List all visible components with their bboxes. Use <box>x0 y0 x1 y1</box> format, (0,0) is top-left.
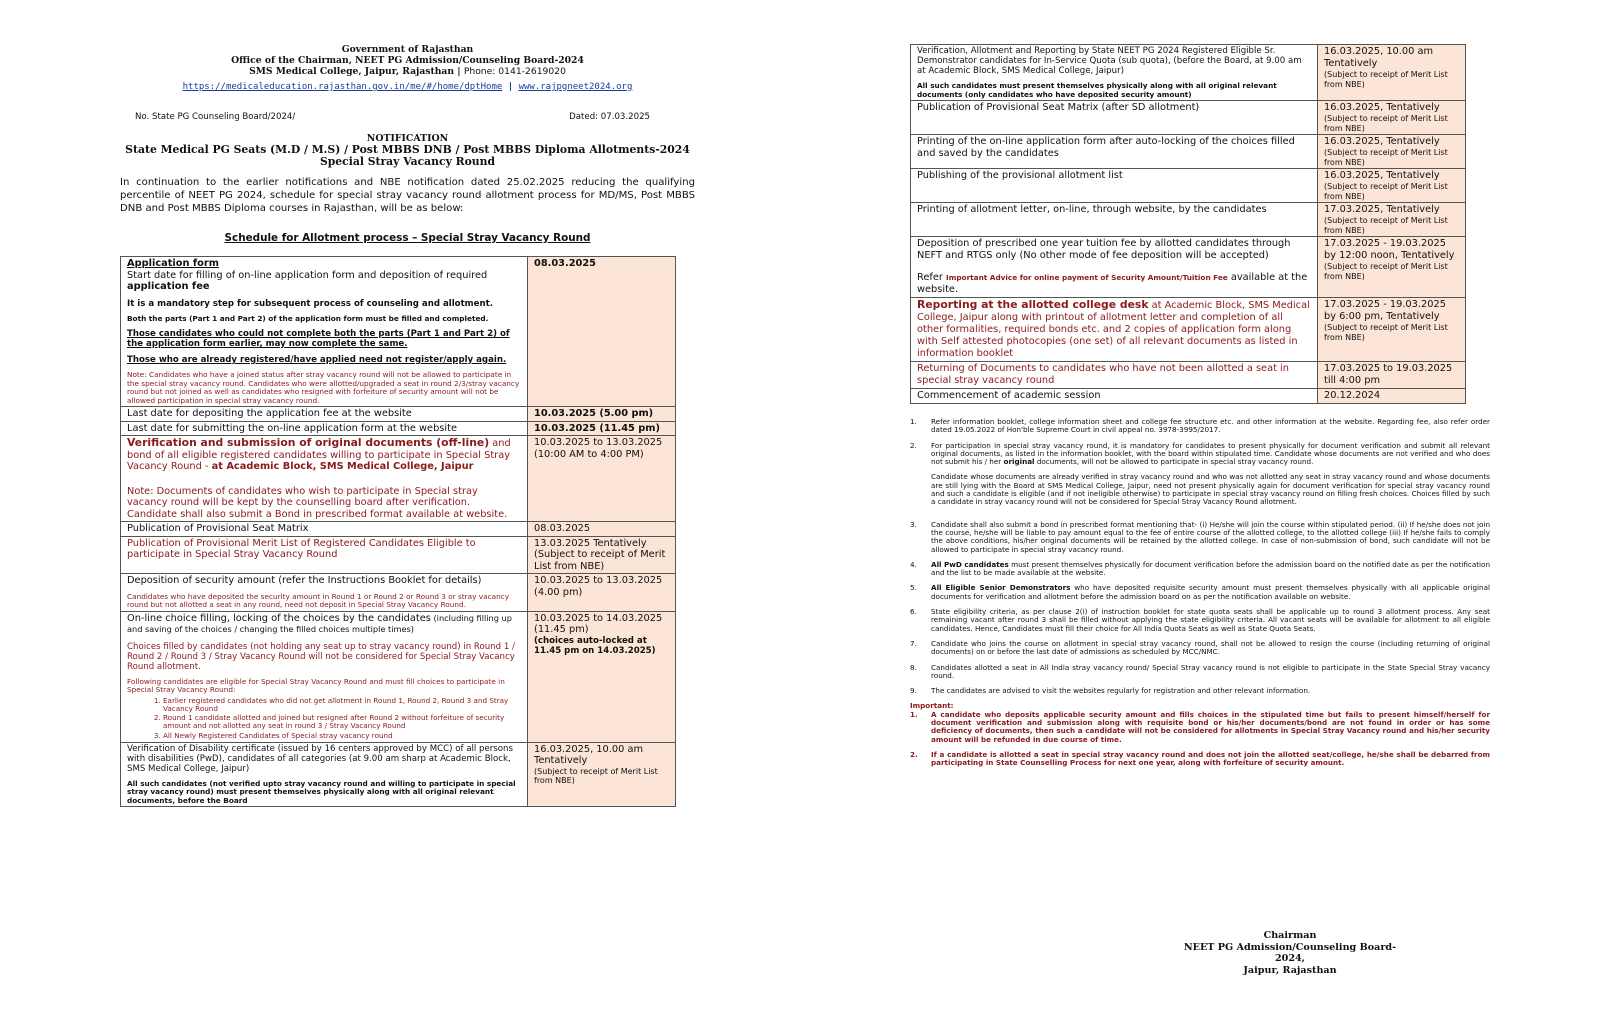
list-item: 8. Candidates allotted a seat in All India stray vacancy round/ Special Stray vacancy round is not eligible to participate in the State Special Stray vacancy round. <box>910 662 1490 680</box>
date-cell: 08.03.2025 <box>528 257 676 407</box>
link-medical-education[interactable]: https://medicaleducation.rajasthan.gov.in/me/#/home/dptHome <box>182 82 503 92</box>
reference-number: No. State PG Counseling Board/2024/ <box>135 112 296 122</box>
schedule-table-right <box>910 44 1466 404</box>
table-row: Publication of Provisional Merit List of Registered Candidates Eligible to participate in Special Stray Vacancy Round 13.03.2025 Tentatively (Subject to receipt of Merit List from NBE) <box>121 536 676 574</box>
schedule-table-left <box>120 256 676 807</box>
date-cell: 16.03.2025, Tentatively (Subject to receipt of Merit List from NBE) <box>1318 101 1466 135</box>
eligible-candidates-list <box>127 697 521 740</box>
table-row: Publication of Provisional Seat Matrix (after SD allotment) 16.03.2025, Tentatively (Subject to receipt of Merit List from NBE) <box>911 101 1466 135</box>
notification-label: NOTIFICATION <box>366 133 449 144</box>
list-item: 5. All Eligible Senior Demonstrators who have deposited requisite security amount must present themselves physically with all applicable original documents for verification and allotment before the admission board on as per the notification available on website. <box>910 583 1490 601</box>
list-item: 3. All Newly Registered Candidates of Special stray vacancy round <box>163 732 521 740</box>
payment-advice-link[interactable]: Important Advice for online payment of Security Amount/Tuition Fee <box>946 273 1228 282</box>
signature-block: Chairman NEET PG Admission/Counseling Board-2024, Jaipur, Rajasthan <box>1180 930 1400 976</box>
notification-subtitle: Special Stray Vacancy Round <box>319 155 496 168</box>
date-cell: 16.03.2025, 10.00 am Tentatively (Subject to receipt of Merit List from NBE) <box>1318 45 1466 101</box>
date-cell: 13.03.2025 Tentatively (Subject to receipt of Merit List from NBE) <box>528 536 676 574</box>
table-row: On-line choice filling, locking of the choices by the candidates (including filling up and saving of the choices / changing the filled choices multiple times) Choices filled by candidates (not holding any seat up to stray vacancy round) in Round 1 / Round 2 / Round 3 / Stray Vacancy Round will not be considered for Special Stray Vacancy Round allotment. Following candidates are eligible for Special Stray Vacancy Round and must fill choices to participate in Special Stray Vacancy Round: 1. Earlier registered candidates who did not get allotment in Round 1, Round 2, Round 3 and Stray Vacancy Round 2. Round 1 candidate allotted and joined but resigned after Round 2 without forfeiture of security amount and not allotted any seat in round 3 / Stray Vacancy Round 3. All Newly Registered Candidates of Special stray vacancy round 10.03.2025 to 14.03.2025 (11.45 pm) (choices auto-locked at 11.45 pm on 14.03.2025) <box>121 611 676 742</box>
date-cell: 17.03.2025 - 19.03.2025 by 6:00 pm, Tentatively (Subject to receipt of Merit List from NBE) <box>1318 298 1466 362</box>
phone: Phone: 0141-2619020 <box>463 66 566 77</box>
reference-line <box>135 112 650 122</box>
date-cell: 20.12.2024 <box>1318 389 1466 404</box>
notification-heading <box>120 133 695 168</box>
date-cell: 10.03.2025 (5.00 pm) <box>528 407 676 422</box>
table-row: Commencement of academic session 20.12.2024 <box>911 389 1466 404</box>
letterhead <box>120 44 695 77</box>
row-title: Application form <box>127 258 219 269</box>
notes-list <box>910 418 1490 768</box>
table-row: Deposition of prescribed one year tuition fee by allotted candidates through NEFT and RTGS only (No other mode of fee deposition will be accepted) Refer Important Advice for online payment of Security Amount/Tuition Fee available at the website. 17.03.2025 - 19.03.2025 by 12:00 noon, Tentatively (Subject to receipt of Merit List from NBE) <box>911 237 1466 298</box>
office-line: Office of the Chairman, NEET PG Admission/Counseling Board-2024 <box>231 55 584 66</box>
list-item: 4. All PwD candidates must present themselves physically for document verification before the admission board on the notified date as per the notification and the list to be made available at the website. <box>910 559 1490 578</box>
table-row: Last date for depositing the application fee at the website 10.03.2025 (5.00 pm) <box>121 407 676 422</box>
right-page <box>910 44 1510 775</box>
table-row: Publishing of the provisional allotment list 16.03.2025, Tentatively (Subject to receipt of Merit List from NBE) <box>911 169 1466 203</box>
date-cell: 08.03.2025 <box>528 522 676 537</box>
list-item: 2. If a candidate is allotted a seat in special stray vacancy round and does not join the allotted seat/college, he/she shall be debarred from participating in State Counselling Process for next one year, along with forfeiture of security amount. <box>910 749 1490 768</box>
table-row: Verification of Disability certificate (issued by 16 centers approved by MCC) of all persons with disabilities (PwD), candidates of all categories (at 9.00 am sharp at Academic Block, SMS Medical College, Jaipur) All such candidates (not verified upto stray vacancy round and willing to participate in special stray vacancy round) must present themselves physically along with all original relevant documents, before the Board 16.03.2025, 10.00 am Tentatively (Subject to receipt of Merit List from NBE) <box>121 742 676 807</box>
table-row: Deposition of security amount (refer the Instructions Booklet for details) Candidates who have deposited the security amount in Round 1 or Round 2 or Round 3 or stray vacancy round but not allotted a seat in any round, need not deposit in Special Stray Vacancy Round. 10.03.2025 to 13.03.2025 (4.00 pm) <box>121 574 676 612</box>
list-item: 7. Candidate who joins the course on allotment in special stray vacancy round, shall not be allowed to resign the course (including returning of original documents) on or before the last date of admissions as scheduled by MCC/NMC. <box>910 638 1490 657</box>
notification-title: State Medical PG Seats (M.D / M.S) / Post MBBS DNB / Post MBBS Diploma Allotments-2024 <box>125 143 690 156</box>
date-cell: 10.03.2025 to 13.03.2025 (4.00 pm) <box>528 574 676 612</box>
schedule-heading: Schedule for Allotment process – Special Stray Vacancy Round <box>224 232 591 244</box>
table-row: Verification and submission of original documents (off-line) and bond of all eligible registered candidates willing to participate in Special Stray Vacancy Round - at Academic Block, SMS Medical College, Jaipur Note: Documents of candidates who wish to participate in Special stray vacancy round will be kept by the counselling board after verification. Candidate shall also submit a Bond in prescribed format available at website. 10.03.2025 to 13.03.2025 (10:00 AM to 4:00 PM) <box>121 436 676 522</box>
college-line: SMS Medical College, Jaipur, Rajasthan | Phone: 0141-2619020 <box>249 66 566 77</box>
date-cell: 10.03.2025 to 14.03.2025 (11.45 pm) (choices auto-locked at 11.45 pm on 14.03.2025) <box>528 611 676 742</box>
link-rajpgneet[interactable]: www.rajpgneet2024.org <box>518 82 633 92</box>
intro-paragraph: In continuation to the earlier notifications and NBE notification dated 25.02.2025 reducing the qualifying percentile of NEET PG 2024, schedule for special stray vacancy round allotment process for MD/MS, Post MBBS DNB and Post MBBS Diploma courses in Rajasthan, will be as below: <box>120 177 695 214</box>
list-item: 2. For participation in special stray vacancy round, it is mandatory for candidates to present physically for document verification and submit all relevant original documents, as listed in the information booklet, with the board within stipulated time. Candidate whose documents are not verified and who does not submit his / her original documents, will not be allowed to participate in special stray vacancy round. Candidate whose documents are already verified in stray vacancy round and who was not allotted any seat in stray vacancy round and whose documents are still lying with the Board at SMS Medical College, Jaipur, need not present physically again for document verification for special stray vacancy round and such a candidate is eligible (and if not ineligible otherwise) to participate in special stray vacancy round on filling fresh choices. Choices filled by such a candidate in stray vacancy round will not be considered for Special Stray Vacancy Round allotment. <box>910 440 1490 507</box>
table-row: Publication of Provisional Seat Matrix 08.03.2025 <box>121 522 676 537</box>
govt-line: Government of Rajasthan <box>341 44 474 55</box>
date-cell: 16.03.2025, Tentatively (Subject to receipt of Merit List from NBE) <box>1318 169 1466 203</box>
table-row: Returning of Documents to candidates who have not been allotted a seat in special stray vacancy round 17.03.2025 to 19.03.2025 till 4:00 pm <box>911 362 1466 389</box>
date-cell: 16.03.2025, Tentatively (Subject to receipt of Merit List from NBE) <box>1318 135 1466 169</box>
date-cell: 17.03.2025, Tentatively (Subject to receipt of Merit List from NBE) <box>1318 203 1466 237</box>
list-item: 9. The candidates are advised to visit the websites regularly for registration and other relevant information. <box>910 686 1311 696</box>
list-item: 1. A candidate who deposits applicable security amount and fills choices in the stipulated time but fails to present himself/herself for document verification and submission along with requisite bond or his/her documents/bond are not found in order or has some deficiency of documents, then such a candidate will not be considered for allotments in Special Stray Vacancy round and his/her security amount will be refunded in due course of time. <box>910 709 1490 744</box>
list-item: 2. Round 1 candidate allotted and joined but resigned after Round 2 without forfeiture of security amount and not allotted any seat in round 3 / Stray Vacancy Round <box>163 714 521 731</box>
date-cell: 10.03.2025 to 13.03.2025 (10:00 AM to 4:00 PM) <box>528 436 676 522</box>
table-row: Application form Start date for filling of on-line application form and deposition of required application fee It is a mandatory step for subsequent process of counseling and allotment. Both the parts (Part 1 and Part 2) of the application form must be filled and completed. Those candidates who could not complete both the parts (Part 1 and Part 2) of the application form earlier, may now complete the same. Those who are already registered/have applied need not register/apply again. Note: Candidates who have a joined status after stray vacancy round will not be allowed to participate in the special stray vacancy round. Candidates who were allotted/upgraded a seat in round 2/3/stray vacancy round but not joined as well as candidates who resigned with forfeiture of security amount will not be allowed participation in special stray vacancy round. 08.03.2025 <box>121 257 676 407</box>
table-row: Reporting at the allotted college desk at Academic Block, SMS Medical College, Jaipur along with printout of allotment letter and completion of all other formalities, required bonds etc. and 2 copies of application form along with Self attested photocopies (one set) of all relevant documents as listed in information booklet 17.03.2025 - 19.03.2025 by 6:00 pm, Tentatively (Subject to receipt of Merit List from NBE) <box>911 298 1466 362</box>
list-item: 3. Candidate shall also submit a bond in prescribed format mentioning that- (i) He/she will join the course within stipulated period. (ii) If he/she does not join the course, he/she will be liable to pay amount equal to the fee of entire course of the allotted college, to the allotted college (iii) If he/she fails to comply the above conditions, his/her original documents will be retained by the allotted college. In case of non-submission of bond, such candidate will not be allowed to participate in special stray vacancy round. <box>910 519 1490 554</box>
date-cell: 17.03.2025 - 19.03.2025 by 12:00 noon, Tentatively (Subject to receipt of Merit List from NBE) <box>1318 237 1466 298</box>
date-cell: 10.03.2025 (11.45 pm) <box>528 421 676 436</box>
list-item: 1. Earlier registered candidates who did not get allotment in Round 1, Round 2, Round 3 and Stray Vacancy Round <box>163 697 521 714</box>
date-cell: 17.03.2025 to 19.03.2025 till 4:00 pm <box>1318 362 1466 389</box>
table-row: Printing of the on-line application form after auto-locking of the choices filled and saved by the candidates 16.03.2025, Tentatively (Subject to receipt of Merit List from NBE) <box>911 135 1466 169</box>
important-label: Important: <box>910 701 954 711</box>
signatory-title: Chairman <box>1263 930 1317 941</box>
left-page <box>120 44 695 807</box>
list-item: 6. State eligibility criteria, as per clause 2(i) of instruction booklet for state quota seats shall be applicable up to round 3 allotment process. Any seat remaining vacant after round 3 shall be filled without applying the state eligibility criteria. All vacant seats will be available for allotment to all eligible candidates. Hence, Candidates must fill their choice for All India Quota Seats as well as State Quota Seats. <box>910 607 1490 633</box>
table-row: Last date for submitting the on-line application form at the website 10.03.2025 (11.45 pm) <box>121 421 676 436</box>
reference-date: Dated: 07.03.2025 <box>569 112 650 122</box>
date-cell: 16.03.2025, 10.00 am Tentatively (Subject to receipt of Merit List from NBE) <box>528 742 676 807</box>
list-item: 1. Refer information booklet, college information sheet and college fee structure etc. and other information at the website. Regarding fee, also refer order dated 19.05.2022 of Hon'ble Supreme Court in civil appeal no. 3978-3995/2017. <box>910 417 1490 435</box>
website-links: https://medicaleducation.rajasthan.gov.in/me/#/home/dptHome | www.rajpgneet2024.org <box>182 82 633 92</box>
table-row: Verification, Allotment and Reporting by State NEET PG 2024 Registered Eligible Sr. Demonstrator candidates for In-Service Quota (sub quota), (before the Board, at 9.00 am at Academic Block, SMS Medical College, Jaipur) All such candidates must present themselves physically along with all original relevant documents (only candidates who have deposited security amount) 16.03.2025, 10.00 am Tentatively (Subject to receipt of Merit List from NBE) <box>911 45 1466 101</box>
table-row: Printing of allotment letter, on-line, through website, by the candidates 17.03.2025, Tentatively (Subject to receipt of Merit List from NBE) <box>911 203 1466 237</box>
